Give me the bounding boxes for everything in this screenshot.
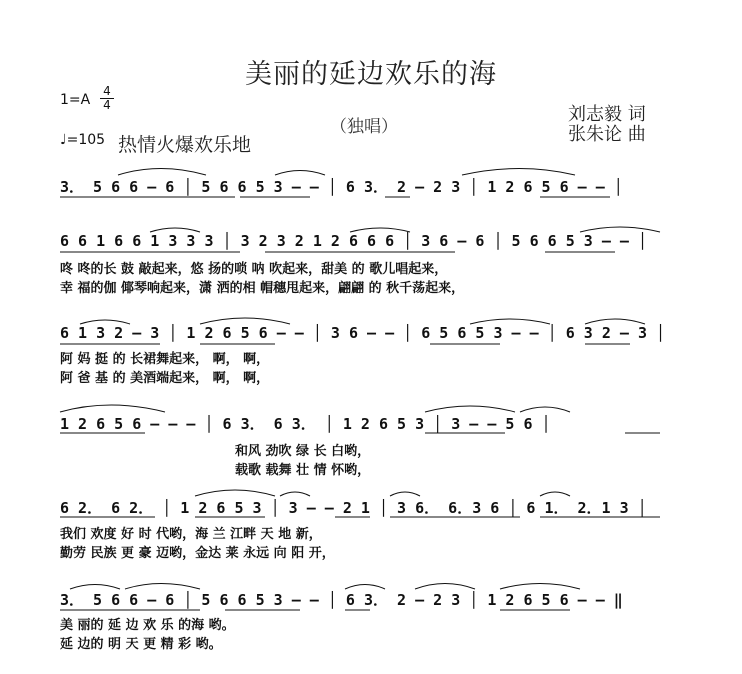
- score-row-2-notes: 6 6 1 6 6 1 3 3 3 │ 3 2 3 2 1 2 6 6 6 │ 3 6 – 6 │ 5 6 6 5 3 – – │: [60, 232, 647, 250]
- tempo-marking: ♩=105: [60, 132, 106, 148]
- score-row-5-notes: 6 2． 6 2． │ 1 2 6 5 3 │ 3 – – 2 1 │ 3 6． 6．3 6 │ 6 1． 2．1 3 │: [60, 499, 647, 517]
- slur: [80, 320, 130, 324]
- score-row-3-lyrics-verse-2: 阿 爸 基 的 美酒端起来， 啊， 啊，: [60, 371, 270, 386]
- score-row-4-lyrics-verse-1: 和风 劲吹 绿 长 白哟，: [235, 444, 371, 459]
- song-title: 美丽的延边欢乐的海: [245, 59, 497, 90]
- slur: [470, 319, 550, 324]
- slur: [345, 585, 385, 590]
- time-signature-top: 4: [103, 84, 111, 98]
- slur: [280, 492, 310, 496]
- score-row-1-notes: 3． 5 6 6 – 6 │ 5 6 6 5 3 – – │ 6 3． 2 – 2 3 │ 1 2 6 5 6 – – │: [60, 178, 623, 196]
- slur: [415, 584, 475, 590]
- slur: [500, 584, 580, 590]
- score-row-6-notes: 3． 5 6 6 – 6 │ 5 6 6 5 3 – – │ 6 3． 2 – 2 3 │ 1 2 6 5 6 – – ‖: [60, 591, 623, 609]
- slur: [540, 492, 570, 496]
- expression-marking: 热情火爆欢乐地: [118, 134, 252, 156]
- score-row-6-lyrics-verse-1: 美 丽的 延 边 欢 乐 的海 哟。: [60, 618, 235, 633]
- score-row-4-notes: 1 2 6 5 6 – – – │ 6 3． 6 3． │ 1 2 6 5 3 │ 3 – – 5 6 │: [60, 415, 551, 433]
- slur: [200, 318, 290, 324]
- score-row-3-notes: 6 1 3 2 – 3 │ 1 2 6 5 6 – – │ 3 6 – – │ 6 5 6 5 3 – – │ 6 3 2 – 3 │: [60, 324, 666, 342]
- slur: [425, 406, 515, 412]
- time-signature-bottom: 4: [103, 98, 111, 112]
- slur: [195, 490, 275, 496]
- slur: [70, 585, 120, 590]
- slur: [125, 584, 200, 590]
- composer-credit: 张朱论 曲: [568, 124, 646, 145]
- slur: [150, 228, 200, 232]
- slur: [462, 169, 575, 176]
- score-row-2-lyrics-verse-2: 幸 福的伽 倻琴响起来，潇 洒的相 帽穗甩起来，翩翩 的 秋千荡起来，: [60, 281, 465, 296]
- score-row-6-lyrics-verse-2: 延 边的 明 天 更 精 彩 哟。: [60, 637, 222, 652]
- slur: [118, 169, 206, 176]
- slur: [585, 319, 645, 324]
- score-row-3-lyrics-verse-1: 阿 妈 挺 的 长裙舞起来， 啊， 啊，: [60, 352, 270, 367]
- slur: [60, 405, 165, 412]
- score-row-5-lyrics-verse-2: 勤劳 民族 更 豪 迈哟，金达 莱 永远 向 阳 开，: [60, 546, 335, 561]
- slur: [350, 228, 410, 232]
- score-row-4-lyrics-verse-2: 载歌 载舞 壮 情 怀哟，: [235, 463, 371, 478]
- score-row-5-lyrics-verse-1: 我们 欢度 好 时 代哟，海 兰 江畔 天 地 新，: [60, 527, 322, 542]
- score-row-2-lyrics-verse-1: 咚 咚的长 鼓 敲起来，悠 扬的唢 呐 吹起来，甜美 的 歌儿唱起来，: [60, 262, 448, 277]
- slur: [275, 171, 325, 176]
- key-signature: 1=A: [60, 92, 91, 108]
- slur: [520, 407, 570, 412]
- subtitle: （独唱）: [330, 117, 398, 137]
- lyricist-credit: 刘志毅 词: [568, 104, 646, 125]
- slur: [580, 227, 660, 232]
- slur: [390, 492, 420, 496]
